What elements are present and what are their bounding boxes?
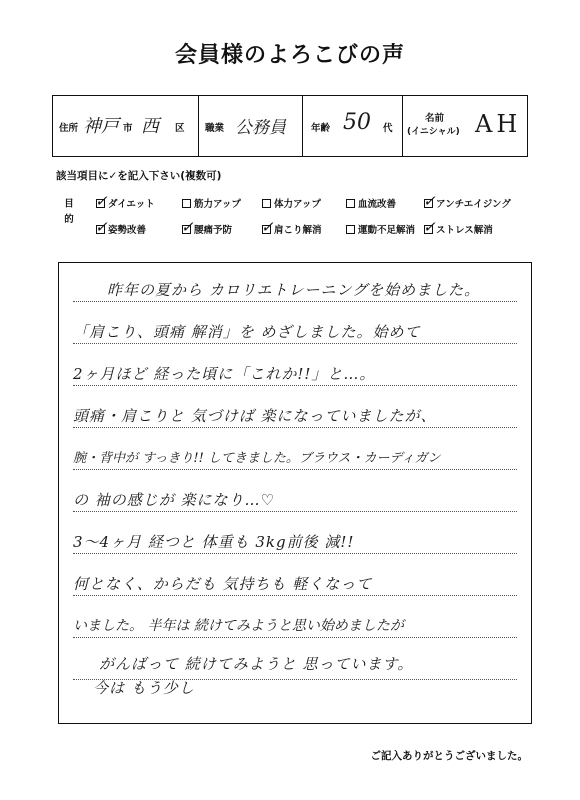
- check-mark-icon: ✓: [95, 192, 108, 210]
- checkbox-box[interactable]: [95, 218, 108, 236]
- ruled-line: [73, 511, 517, 512]
- ruled-line: [73, 637, 517, 638]
- checkbox-stamina-up[interactable]: [262, 196, 321, 210]
- checkbox-label: ストレス解消: [436, 225, 493, 236]
- job-cell: [199, 96, 303, 156]
- checkbox-exercise[interactable]: [346, 222, 415, 236]
- message-line: 昨年の夏から カロリエトレーニングを始めました。: [107, 281, 481, 299]
- checkbox-label: 血流改善: [358, 199, 397, 210]
- age-label: 年齢: [311, 123, 331, 134]
- checkbox-label: ダイエット: [108, 199, 155, 210]
- checkbox-box[interactable]: [182, 199, 191, 208]
- checkbox-circulation[interactable]: [346, 196, 396, 210]
- ruled-line: [73, 427, 517, 428]
- ward-value: 西: [141, 116, 159, 137]
- ruled-line: [73, 343, 517, 344]
- ruled-line: [73, 469, 517, 470]
- message-line: 今は もう少し: [93, 679, 195, 697]
- checklist-instructions: 該当項目に✓を記入下さい(複数可): [56, 170, 222, 182]
- checkbox-label: 筋力アップ: [194, 199, 241, 210]
- message-line: 3〜4ヶ月 経つと 体重も 3kg前後 減!!: [73, 533, 355, 551]
- checkbox-muscle-up[interactable]: [182, 196, 241, 210]
- checkbox-box[interactable]: [423, 218, 436, 236]
- check-mark-icon: ✓: [261, 218, 274, 236]
- checkbox-box[interactable]: [346, 199, 355, 208]
- checkbox-box[interactable]: [262, 199, 271, 208]
- city-label: 市: [123, 123, 133, 134]
- message-line: 「肩こり、頭痛 解消」を めざしました。始めて: [73, 323, 421, 341]
- name-label: 名前: [425, 113, 445, 124]
- message-line: の 袖の感じが 楽になり…♡: [73, 491, 275, 509]
- address-cell: [53, 96, 199, 156]
- age-unit: 代: [383, 123, 393, 134]
- address-label: 住所: [59, 123, 79, 134]
- member-info-table: [52, 95, 528, 157]
- ruled-line: [73, 553, 517, 554]
- checkbox-shoulder-stiffness[interactable]: [261, 218, 322, 236]
- checkbox-label: 運動不足解消: [358, 225, 416, 236]
- checkbox-diet[interactable]: [95, 192, 155, 210]
- message-line: 頭痛・肩こりと 気づけば 楽になっていましたが、: [73, 407, 437, 425]
- checkbox-label: アンチエイジング: [436, 199, 511, 210]
- checkbox-box[interactable]: [181, 218, 194, 236]
- checkbox-box[interactable]: [346, 225, 355, 234]
- message-line: いました。 半年は 続けてみようと思い始めましたが: [73, 618, 404, 634]
- check-mark-icon: ✓: [423, 218, 436, 236]
- checkbox-posture[interactable]: [95, 218, 147, 236]
- checkbox-label: 肩こり解消: [274, 225, 322, 236]
- checkbox-back-pain[interactable]: [181, 218, 233, 236]
- checkbox-box[interactable]: [423, 192, 436, 210]
- message-line: 何となく、からだも 気持ちも 軽くなって: [73, 575, 373, 593]
- page-title: 会員様のよろこびの声: [174, 43, 405, 68]
- message-box: [58, 262, 532, 724]
- check-mark-icon: ✓: [95, 218, 108, 236]
- name-value: AH: [475, 110, 522, 138]
- job-value: 公務員: [235, 118, 286, 138]
- address-value: 神戸: [83, 116, 119, 137]
- ruled-line: [73, 595, 517, 596]
- message-line: 2ヶ月ほど 経った頃に「これか!!」と…。: [73, 365, 376, 383]
- job-label: 職業: [205, 123, 225, 134]
- check-mark-icon: ✓: [423, 192, 436, 210]
- thanks-note: ご記入ありがとうございました。: [370, 750, 528, 762]
- checkbox-stress[interactable]: [423, 218, 493, 236]
- message-line: 腕・背中が すっきり!! してきました。ブラウス・カーディガン: [73, 451, 441, 466]
- checkbox-label: 体力アップ: [274, 199, 321, 210]
- name-cell: [403, 96, 527, 156]
- ruled-line: [73, 385, 517, 386]
- age-value: 50: [343, 110, 371, 135]
- checkbox-label: 姿勢改善: [108, 225, 147, 236]
- ruled-line: [73, 301, 517, 302]
- age-cell: [303, 96, 403, 156]
- message-line: がんばって 続けてみようと 思っています。: [99, 655, 414, 673]
- checkbox-box[interactable]: [261, 218, 274, 236]
- check-mark-icon: ✓: [181, 218, 194, 236]
- checkbox-anti-aging[interactable]: [423, 192, 511, 210]
- checkbox-box[interactable]: [95, 192, 108, 210]
- purpose-label: 目的: [62, 198, 73, 229]
- name-sub-label: (イニシャル): [407, 127, 460, 137]
- ward-label: 区: [175, 123, 185, 134]
- checkbox-label: 腰痛予防: [194, 225, 233, 236]
